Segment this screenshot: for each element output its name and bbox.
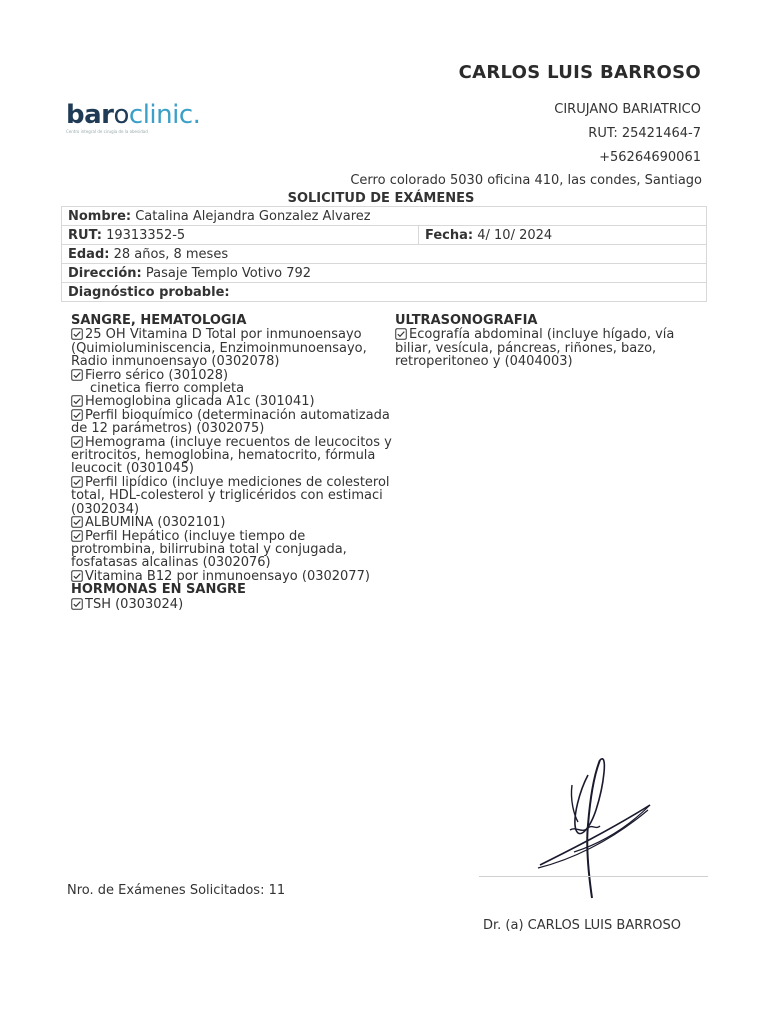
exam-count: Nro. de Exámenes Solicitados: 11 [67,883,286,898]
blood-exams-column [71,314,393,611]
rut-label: RUT: [68,227,102,243]
logo-o-mark: o [113,100,129,130]
exam-item: Vitamina B12 por inmunoensayo (0302077) [71,570,393,583]
checkbox-checked-icon [71,328,83,340]
age-label: Edad: [68,246,110,262]
form-title: SOLICITUD DE EXÁMENES [287,191,475,206]
doctor-rut: RUT: 25421464-7 [588,126,701,141]
section-title-ultrasound: ULTRASONOGRAFIA [395,313,538,328]
exam-item: Hemograma (incluye recuentos de leucocitos y eritrocitos, hemoglobina, hematocrito, fórmula leucocit (0301045) [71,434,392,477]
ultrasound-exams-column [395,314,705,369]
patient-diagnosis-row [62,283,707,302]
exam-item: Hemoglobina glicada A1c (301041) [71,395,393,408]
exam-item: 25 OH Vitamina D Total por inmunoensayo (Quimioluminiscencia, Enzimoinmunoensayo, Radio inmunoensayo (0302078) [71,327,367,370]
clinic-logo [66,100,216,140]
logo-tagline: Centro integral de cirugía de la obesidad [66,129,148,134]
signature-line [479,876,708,877]
date-value: 4/ 10/ 2024 [477,227,553,243]
address-value: Pasaje Templo Votivo 792 [145,265,312,281]
section-title-hormones: HORMONAS EN SANGRE [71,582,246,598]
clinic-address: Cerro colorado 5030 oficina 410, las condes, Santiago [350,173,702,188]
section-title-blood: SANGRE, HEMATOLOGIA [71,313,247,328]
age-value: 28 años, 8 meses [113,246,229,262]
exam-item: TSH (0303024) [71,598,393,611]
name-value: Catalina Alejandra Gonzalez Alvarez [135,208,371,224]
date-label: Fecha: [425,227,474,243]
checkbox-checked-icon [71,409,83,421]
exam-item: ALBUMINA (0302101) [71,516,393,529]
exam-item: Fierro sérico (301028) [71,369,393,382]
checkbox-checked-icon [71,395,83,407]
patient-name-row [62,207,707,226]
checkbox-checked-icon [71,436,83,448]
patient-rut-row [62,226,707,245]
checkbox-checked-icon [71,598,83,610]
signature-name: Dr. (a) CARLOS LUIS BARROSO [483,918,681,933]
name-label: Nombre: [68,208,132,224]
patient-info-table [61,206,707,302]
diagnosis-label: Diagnóstico probable: [68,284,230,300]
exam-item: Perfil Hepático (incluye tiempo de protrombina, bilirrubina total y conjugada, fosfatasas alcalinas (0302076) [71,528,347,571]
checkbox-checked-icon [395,328,407,340]
patient-age-row [62,245,707,264]
checkbox-checked-icon [71,476,83,488]
checkbox-checked-icon [71,516,83,528]
logo-dot: . [192,100,201,130]
signature-image [530,730,660,900]
doctor-phone: +56264690061 [599,150,701,165]
exam-item: Ecografía abdominal (incluye hígado, vía biliar, vesícula, páncreas, riñones, bazo, retroperitoneo y (0404003) [395,327,675,370]
patient-address-row [62,264,707,283]
checkbox-checked-icon [71,369,83,381]
rut-value: 19313352-5 [106,227,186,243]
logo-text-bar: bar [66,100,114,130]
doctor-name: CARLOS LUIS BARROSO [458,62,701,83]
exam-item: Perfil lipídico (incluye mediciones de colesterol total, HDL-colesterol y triglicéridos con estimaci (0302034) [71,474,390,517]
exam-note: cinetica fierro completa [90,381,245,397]
logo-text-clinic: clinic [128,100,193,130]
address-label: Dirección: [68,265,142,281]
exam-item: Perfil bioquímico (determinación automatizada de 12 parámetros) (0302075) [71,407,390,437]
checkbox-checked-icon [71,570,83,582]
doctor-specialty: CIRUJANO BARIATRICO [554,102,701,117]
checkbox-checked-icon [71,530,83,542]
